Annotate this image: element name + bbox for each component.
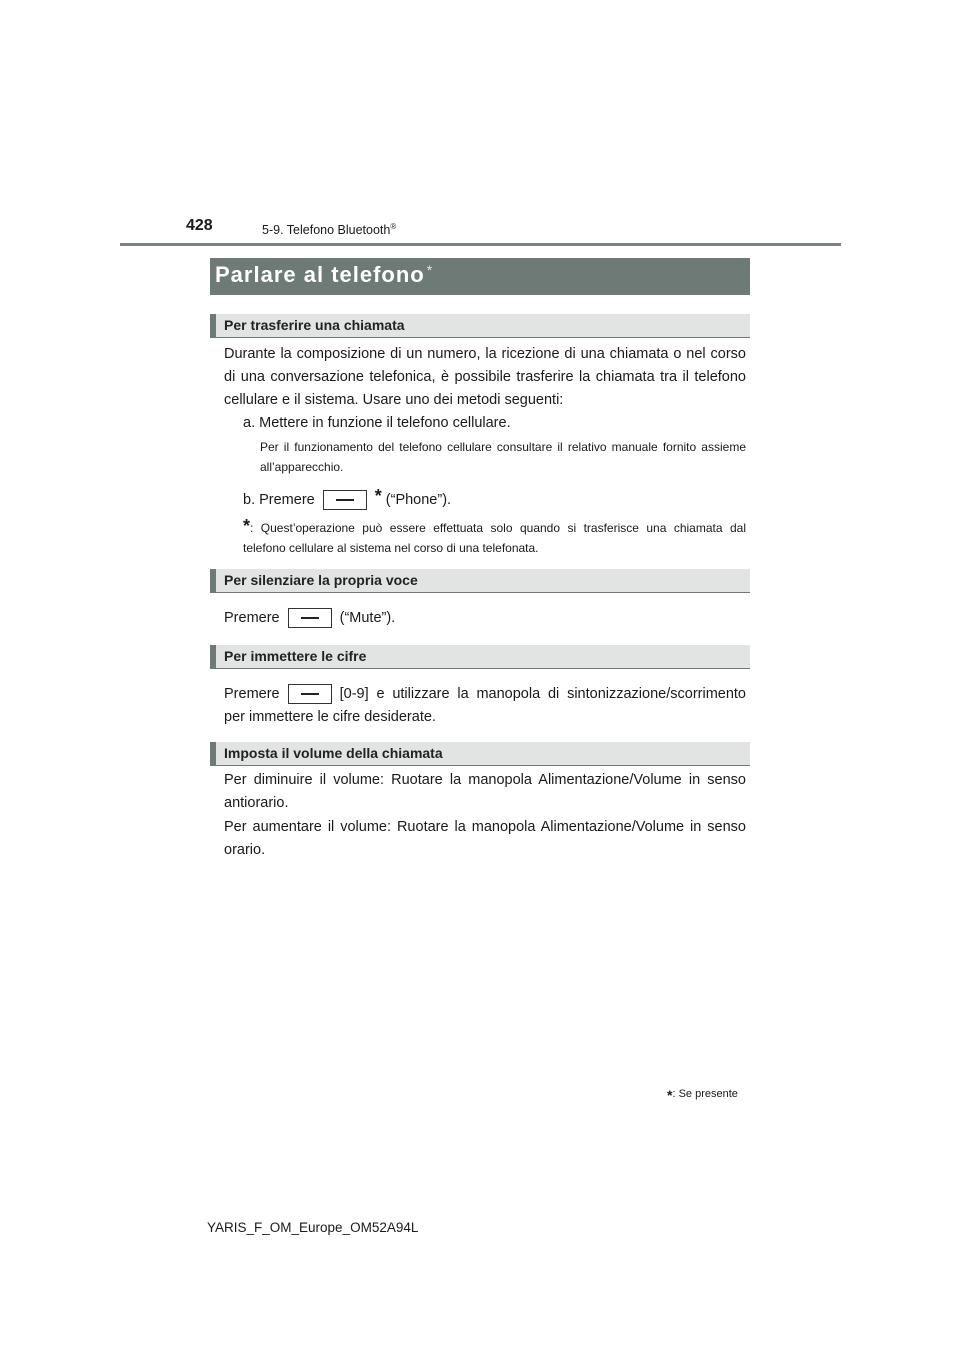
digits-suffix: [0-9] e utilizzare la manopola di sintonizzazione/scorrimento per immettere le cifre desiderate. <box>224 686 746 725</box>
page-title-bar <box>210 258 750 295</box>
step-b <box>243 486 746 512</box>
subheading-bar <box>210 742 216 765</box>
subheading-volume <box>210 742 750 766</box>
optional-text: : Se presente <box>672 1088 738 1100</box>
step-b-prefix: b. Premere <box>243 492 315 508</box>
subheading-text: Imposta il volume della chiamata <box>224 745 443 761</box>
step-b-suffix: (“Phone”). <box>385 492 452 508</box>
mute-prefix: Premere <box>224 610 280 626</box>
subheading-text: Per immettere le cifre <box>224 648 367 664</box>
section-path-text: 5-9. Telefono Bluetooth <box>262 223 391 238</box>
title-asterisk: * <box>426 262 434 278</box>
volume-increase: Per aumentare il volume: Ruotare la manopola Alimentazione/Volume in senso orario. <box>224 819 746 858</box>
document-code: YARIS_F_OM_Europe_OM52A94L <box>207 1220 419 1235</box>
step-a: a. Mettere in funzione il telefono cellulare. <box>243 415 511 431</box>
step-a-note: Per il funzionamento del telefono cellulare consultare il relativo manuale fornito assieme all’apparecchio. <box>260 440 746 474</box>
mute-suffix: (“Mute”). <box>339 610 396 626</box>
subheading-transfer-call <box>210 314 750 338</box>
mute-instruction <box>224 607 746 630</box>
section-path <box>262 222 396 237</box>
digits-prefix: Premere <box>224 686 280 702</box>
subheading-text: Per trasferire una chiamata <box>224 317 405 333</box>
subheading-bar <box>210 314 216 337</box>
optional-footnote <box>667 1088 738 1102</box>
transfer-intro: Durante la composizione di un numero, la ricezione di una chiamata o nel corso di una conversazione telefonica, è possibile trasferire la chiamata tra il telefono cellulare e il sistema. Usare uno dei metodi seguenti: <box>224 346 746 408</box>
volume-decrease: Per diminuire il volume: Ruotare la manopola Alimentazione/Volume in senso antiorario. <box>224 772 746 811</box>
mute-button[interactable] <box>288 608 332 628</box>
registered-mark: ® <box>390 222 397 231</box>
subheading-bar <box>210 645 216 668</box>
digits-button[interactable] <box>288 684 332 704</box>
transfer-footnote <box>243 516 746 558</box>
page-number: 428 <box>186 217 213 234</box>
subheading-mute <box>210 569 750 593</box>
phone-button[interactable] <box>323 490 367 510</box>
subheading-bar <box>210 569 216 592</box>
footnote-text: : Quest’operazione può essere effettuata solo quando si trasferisce una chiamata dal telefono cellulare al sistema nel corso di una telefonata. <box>243 521 746 555</box>
footnote-asterisk: * <box>243 516 251 536</box>
page-title-text: Parlare al telefono <box>215 262 425 287</box>
page-title <box>215 262 433 288</box>
header-divider <box>120 243 841 246</box>
subheading-digits <box>210 645 750 669</box>
digits-instruction <box>224 683 746 729</box>
optional-asterisk: * <box>667 1087 673 1103</box>
subheading-text: Per silenziare la propria voce <box>224 572 418 588</box>
step-b-asterisk: * <box>374 486 382 506</box>
